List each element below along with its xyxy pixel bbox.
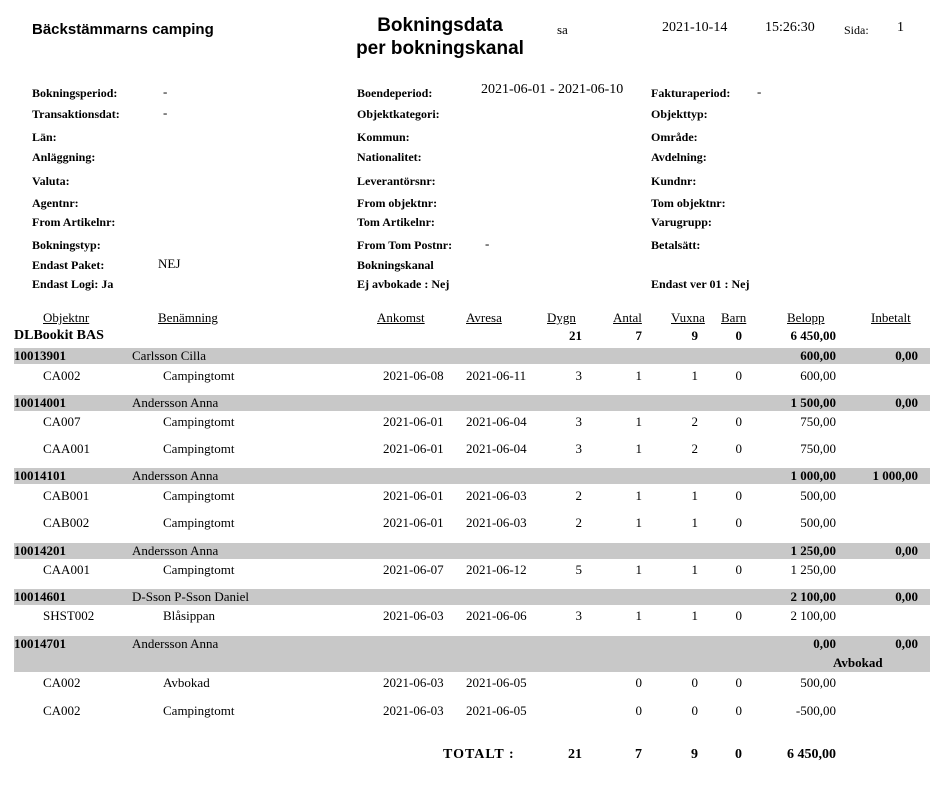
item-antal: 1 [635,414,642,429]
item-vuxna: 1 [691,562,698,577]
report-day: sa [557,22,568,37]
channel-dygn: 21 [569,328,582,343]
item-objektnr: CA002 [43,368,81,383]
item-vuxna: 1 [691,488,698,503]
col-header-avresa: Avresa [466,310,502,325]
booking-belopp: 600,00 [800,348,836,363]
filter-value-fakturaperiod: - [757,84,762,99]
item-objektnr: CAA001 [43,562,90,577]
page-number: 1 [897,20,904,35]
report-subtitle: per bokningskanal [356,38,524,59]
booking-number: 10014101 [14,468,66,483]
item-barn: 0 [735,441,742,456]
booking-number: 10013901 [14,348,66,363]
item-antal: 1 [635,515,642,530]
booking-inbetalt: 0,00 [895,636,918,651]
report-time: 15:26:30 [765,20,815,35]
filter-label-endast-paket: Endast Paket: [32,258,105,272]
filter-label-betalsatt: Betalsätt: [651,238,701,252]
item-benamning: Avbokad [163,675,210,690]
item-barn: 0 [735,414,742,429]
filter-label-omrade: Område: [651,130,698,144]
item-avresa: 2021-06-12 [466,562,527,577]
filter-label-varugrupp: Varugrupp: [651,215,712,229]
col-header-ankomst: Ankomst [377,310,425,325]
item-antal: 0 [635,703,642,718]
report-title: Bokningsdata [377,15,503,36]
item-barn: 0 [735,675,742,690]
filter-value-transaktionsdat: - [163,105,168,120]
item-ankomst: 2021-06-07 [383,562,444,577]
item-vuxna: 2 [691,441,698,456]
item-objektnr: SHST002 [43,608,95,623]
total-belopp: 6 450,00 [787,747,836,762]
booking-inbetalt: 0,00 [895,395,918,410]
page-label: Sida: [844,23,869,37]
booking-number: 10014701 [14,636,66,651]
booking-customer: Andersson Anna [132,395,219,410]
item-objektnr: CAA001 [43,441,90,456]
item-ankomst: 2021-06-08 [383,368,444,383]
booking-number: 10014001 [14,395,66,410]
filter-value-endast-paket: NEJ [158,256,181,271]
booking-inbetalt: 0,00 [895,348,918,363]
item-objektnr: CA002 [43,703,81,718]
booking-customer: Andersson Anna [132,636,219,651]
booking-belopp: 1 000,00 [790,468,836,483]
item-belopp: 600,00 [800,368,836,383]
filter-label-lan: Län: [32,130,57,144]
booking-customer: D-Sson P-Sson Daniel [132,589,250,604]
filter-label-transaktionsdat: Transaktionsdat: [32,107,120,121]
filter-label-nationalitet: Nationalitet: [357,150,422,164]
item-belopp: 750,00 [800,414,836,429]
item-objektnr: CA002 [43,675,81,690]
total-barn: 0 [735,747,742,762]
filter-label-tom-artikelnr: Tom Artikelnr: [357,215,435,229]
filter-label-bokningskanal: Bokningskanal [357,258,434,272]
col-header-dygn: Dygn [547,310,576,325]
item-antal: 0 [635,675,642,690]
item-benamning: Campingtomt [163,368,235,383]
channel-vuxna: 9 [691,328,698,343]
item-belopp: -500,00 [795,703,836,718]
item-ankomst: 2021-06-03 [383,608,444,623]
item-antal: 1 [635,368,642,383]
item-vuxna: 1 [691,608,698,623]
filter-label-tom-objektnr: Tom objektnr: [651,196,726,210]
booking-inbetalt: 1 000,00 [872,468,918,483]
item-avresa: 2021-06-05 [466,703,527,718]
filter-value-boendeperiod: 2021-06-01 - 2021-06-10 [481,82,624,97]
item-avresa: 2021-06-04 [466,414,527,429]
filter-label-endast-ver01: Endast ver 01 : Nej [651,277,750,291]
item-benamning: Campingtomt [163,414,235,429]
filter-label-from-tom-postnr: From Tom Postnr: [357,238,453,252]
booking-belopp: 2 100,00 [790,589,836,604]
filter-label-kommun: Kommun: [357,130,410,144]
filter-label-fakturaperiod: Fakturaperiod: [651,86,731,100]
item-vuxna: 1 [691,368,698,383]
filter-label-objekttyp: Objekttyp: [651,107,708,121]
booking-customer: Carlsson Cilla [132,348,207,363]
col-header-benamning: Benämning [158,310,218,325]
item-avresa: 2021-06-03 [466,488,527,503]
item-benamning: Campingtomt [163,703,235,718]
item-barn: 0 [735,368,742,383]
item-belopp: 500,00 [800,515,836,530]
filter-label-anlaggning: Anläggning: [32,150,96,164]
filter-value-from-tom-postnr: - [485,236,490,251]
total-vuxna: 9 [691,747,698,762]
filter-label-avdelning: Avdelning: [651,150,707,164]
col-header-objektnr: Objektnr [43,310,90,325]
booking-number: 10014601 [14,589,66,604]
filter-label-bokningstyp: Bokningstyp: [32,238,101,252]
item-dygn: 3 [575,608,582,623]
filter-label-from-artikelnr: From Artikelnr: [32,215,116,229]
booking-belopp: 1 500,00 [790,395,836,410]
item-belopp: 1 250,00 [790,562,836,577]
item-vuxna: 1 [691,515,698,530]
item-dygn: 3 [575,368,582,383]
filter-label-from-objektnr: From objektnr: [357,196,438,210]
filter-label-bokningsperiod: Bokningsperiod: [32,86,118,100]
item-barn: 0 [735,488,742,503]
col-header-inbetalt: Inbetalt [871,310,911,325]
item-avresa: 2021-06-05 [466,675,527,690]
item-avresa: 2021-06-04 [466,441,527,456]
filter-value-bokningsperiod: - [163,84,168,99]
filter-label-endast-logi: Endast Logi: Ja [32,277,114,291]
item-objektnr: CAB001 [43,488,90,503]
company-name: Bäckstämmarns camping [32,21,214,38]
item-dygn: 2 [575,488,582,503]
item-ankomst: 2021-06-01 [383,488,444,503]
filter-label-agentnr: Agentnr: [32,196,79,210]
filter-label-valuta: Valuta: [32,174,70,188]
channel-barn: 0 [735,328,742,343]
item-barn: 0 [735,562,742,577]
booking-belopp: 0,00 [813,636,836,651]
item-belopp: 2 100,00 [790,608,836,623]
item-objektnr: CAB002 [43,515,90,530]
booking-customer: Andersson Anna [132,543,219,558]
filter-label-kundnr: Kundnr: [651,174,697,188]
total-label: TOTALT : [443,747,515,762]
col-header-barn: Barn [721,310,747,325]
filter-label-objektkategori: Objektkategori: [357,107,440,121]
item-ankomst: 2021-06-03 [383,703,444,718]
item-barn: 0 [735,515,742,530]
report-date: 2021-10-14 [662,20,728,35]
channel-name: DLBookit BAS [14,328,104,343]
item-dygn: 3 [575,441,582,456]
item-belopp: 500,00 [800,488,836,503]
item-belopp: 750,00 [800,441,836,456]
item-barn: 0 [735,703,742,718]
item-benamning: Campingtomt [163,562,235,577]
booking-belopp: 1 250,00 [790,543,836,558]
item-dygn: 2 [575,515,582,530]
item-barn: 0 [735,608,742,623]
channel-belopp: 6 450,00 [790,328,836,343]
item-benamning: Blåsippan [163,608,215,623]
item-dygn: 3 [575,414,582,429]
booking-number: 10014201 [14,543,66,558]
item-avresa: 2021-06-06 [466,608,527,623]
booking-customer: Andersson Anna [132,468,219,483]
channel-antal: 7 [635,328,642,343]
booking-cancelled-note: Avbokad [833,655,883,670]
item-dygn: 5 [575,562,582,577]
item-objektnr: CA007 [43,414,81,429]
col-header-vuxna: Vuxna [671,310,705,325]
item-benamning: Campingtomt [163,441,235,456]
item-benamning: Campingtomt [163,488,235,503]
col-header-antal: Antal [613,310,642,325]
item-avresa: 2021-06-11 [466,368,527,383]
booking-inbetalt: 0,00 [895,543,918,558]
item-antal: 1 [635,562,642,577]
filter-label-ej-avbokade: Ej avbokade : Nej [357,277,450,291]
total-dygn: 21 [568,747,582,762]
item-ankomst: 2021-06-01 [383,441,444,456]
item-avresa: 2021-06-03 [466,515,527,530]
booking-inbetalt: 0,00 [895,589,918,604]
item-vuxna: 0 [691,703,698,718]
filter-label-leverantorsnr: Leverantörsnr: [357,174,436,188]
item-antal: 1 [635,608,642,623]
item-antal: 1 [635,441,642,456]
item-ankomst: 2021-06-01 [383,414,444,429]
item-antal: 1 [635,488,642,503]
item-belopp: 500,00 [800,675,836,690]
total-antal: 7 [635,747,642,762]
item-vuxna: 2 [691,414,698,429]
item-benamning: Campingtomt [163,515,235,530]
filter-label-boendeperiod: Boendeperiod: [357,86,433,100]
item-ankomst: 2021-06-01 [383,515,444,530]
item-vuxna: 0 [691,675,698,690]
item-ankomst: 2021-06-03 [383,675,444,690]
col-header-belopp: Belopp [787,310,825,325]
